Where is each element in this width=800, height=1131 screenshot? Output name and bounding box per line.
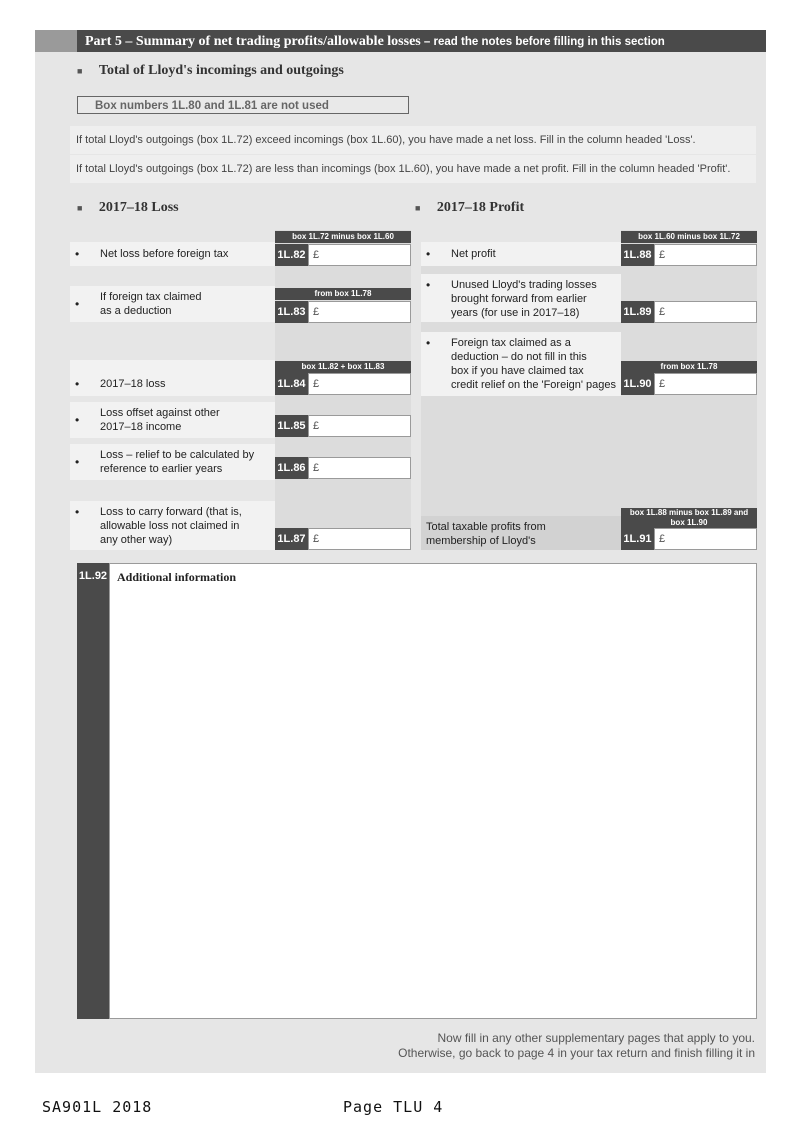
section-total-title: Total of Lloyd's incomings and outgoings (98, 63, 344, 78)
square-bullet-icon: ■ (415, 203, 421, 213)
row-1L90-label (421, 332, 621, 396)
caption-1L90: from box 1L.78 (621, 361, 757, 373)
unused-boxes-note: Box numbers 1L.80 and 1L.81 are not used (77, 96, 409, 114)
field-1L83[interactable]: £ (308, 301, 411, 323)
field-1L89[interactable]: £ (654, 301, 757, 323)
row-1L91-label (421, 516, 621, 550)
field-1L85[interactable]: £ (308, 415, 411, 437)
label-line: reference to earlier years (100, 463, 223, 475)
footer-note-line2: Otherwise, go back to page 4 in your tax return and finish filling it in (398, 1046, 755, 1060)
row-1L82-label (70, 242, 275, 266)
box-number-1L84: 1L.84 (275, 373, 308, 395)
row-1L83-label (70, 286, 275, 322)
bullet-icon: • (75, 297, 80, 311)
caption-1L88: box 1L.60 minus box 1L.72 (621, 231, 757, 243)
box-number-1L90: 1L.90 (621, 373, 654, 395)
field-1L90[interactable]: £ (654, 373, 757, 395)
caption-1L82: box 1L.72 minus box 1L.60 (275, 231, 411, 243)
loss-column-heading (77, 198, 179, 216)
page-label: Page TLU 4 (343, 1098, 444, 1116)
label-line: Total taxable profits from (426, 521, 546, 533)
bullet-icon: • (75, 247, 80, 261)
caption-1L84: box 1L.82 + box 1L.83 (275, 361, 411, 373)
part-title: Part 5 – Summary of net trading profits/allowable losses (85, 34, 421, 49)
box-number-1L88: 1L.88 (621, 244, 654, 266)
label-line: 2017–18 loss (100, 378, 166, 390)
bullet-icon: • (426, 247, 431, 261)
label-line: Loss – relief to be calculated by (100, 449, 255, 461)
label-line: allowable loss not claimed in (100, 520, 240, 532)
square-bullet-icon: ■ (77, 203, 83, 213)
field-1L87[interactable]: £ (308, 528, 411, 550)
label-line: credit relief on the 'Foreign' pages (451, 379, 617, 391)
label-line: If foreign tax claimed (100, 291, 202, 303)
row-1L86-label (70, 444, 275, 480)
additional-info-sidebar (77, 563, 109, 1019)
label-line: Unused Lloyd's trading losses (451, 279, 597, 291)
box-number-1L85: 1L.85 (275, 415, 308, 437)
box-number-1L92: 1L.92 (78, 570, 108, 582)
square-bullet-icon: ■ (77, 66, 83, 76)
label-line: deduction – do not fill in this (451, 351, 587, 363)
caption-1L91: box 1L.88 minus box 1L.89 and box 1L.90 (621, 508, 757, 529)
label-line: 2017–18 income (100, 421, 182, 433)
label-line: Net loss before foreign tax (100, 248, 229, 260)
header-tab (35, 30, 77, 52)
label-line: Loss to carry forward (that is, (100, 506, 242, 518)
additional-info-title: Additional information (117, 570, 237, 584)
box-number-1L82: 1L.82 (275, 244, 308, 266)
field-1L88[interactable]: £ (654, 244, 757, 266)
loss-heading-text: 2017–18 Loss (98, 200, 179, 215)
profit-heading-text: 2017–18 Profit (436, 200, 525, 215)
row-1L85-label (70, 402, 275, 438)
box-number-1L86: 1L.86 (275, 457, 308, 479)
field-1L84[interactable]: £ (308, 373, 411, 395)
part-note: – read the notes before filling in this section (420, 36, 665, 48)
caption-1L83: from box 1L.78 (275, 288, 411, 300)
section-total-heading (77, 61, 344, 79)
label-line: Loss offset against other (100, 407, 220, 419)
label-line: box if you have claimed tax (451, 365, 584, 377)
label-line: years (for use in 2017–18) (451, 307, 580, 319)
box-number-1L83: 1L.83 (275, 301, 308, 323)
row-1L84-label (70, 360, 275, 396)
bullet-icon: • (426, 278, 431, 292)
profit-instruction: If total Lloyd's outgoings (box 1L.72) are less than incomings (box 1L.60), you have made a net profit. Fill in the column headed 'Profit'. (70, 155, 756, 183)
bullet-icon: • (426, 336, 431, 350)
row-1L88-label (421, 242, 621, 266)
footer-note-line1: Now fill in any other supplementary pages that apply to you. (437, 1031, 755, 1045)
box-number-1L91: 1L.91 (621, 528, 654, 550)
bullet-icon: • (75, 505, 80, 519)
field-1L91[interactable]: £ (654, 528, 757, 550)
box-number-1L89: 1L.89 (621, 301, 654, 323)
box-number-1L87: 1L.87 (275, 528, 308, 550)
bullet-icon: • (75, 413, 80, 427)
label-line: Foreign tax claimed as a (451, 337, 571, 349)
row-1L89-label (421, 274, 621, 322)
form-code: SA901L 2018 (42, 1098, 153, 1116)
label-line: Net profit (451, 248, 496, 260)
label-line: as a deduction (100, 305, 172, 317)
field-1L82[interactable]: £ (308, 244, 411, 266)
label-line: membership of Lloyd's (426, 535, 536, 547)
bullet-icon: • (75, 455, 80, 469)
part-header (77, 30, 766, 52)
loss-instruction: If total Lloyd's outgoings (box 1L.72) exceed incomings (box 1L.60), you have made a net loss. Fill in the column headed 'Loss'. (70, 126, 756, 154)
additional-info-field[interactable] (109, 563, 757, 1019)
field-1L86[interactable]: £ (308, 457, 411, 479)
bullet-icon: • (75, 377, 80, 391)
row-1L87-label (70, 501, 275, 550)
label-line: brought forward from earlier (451, 293, 587, 305)
profit-column-heading (415, 198, 524, 216)
label-line: any other way) (100, 534, 173, 546)
